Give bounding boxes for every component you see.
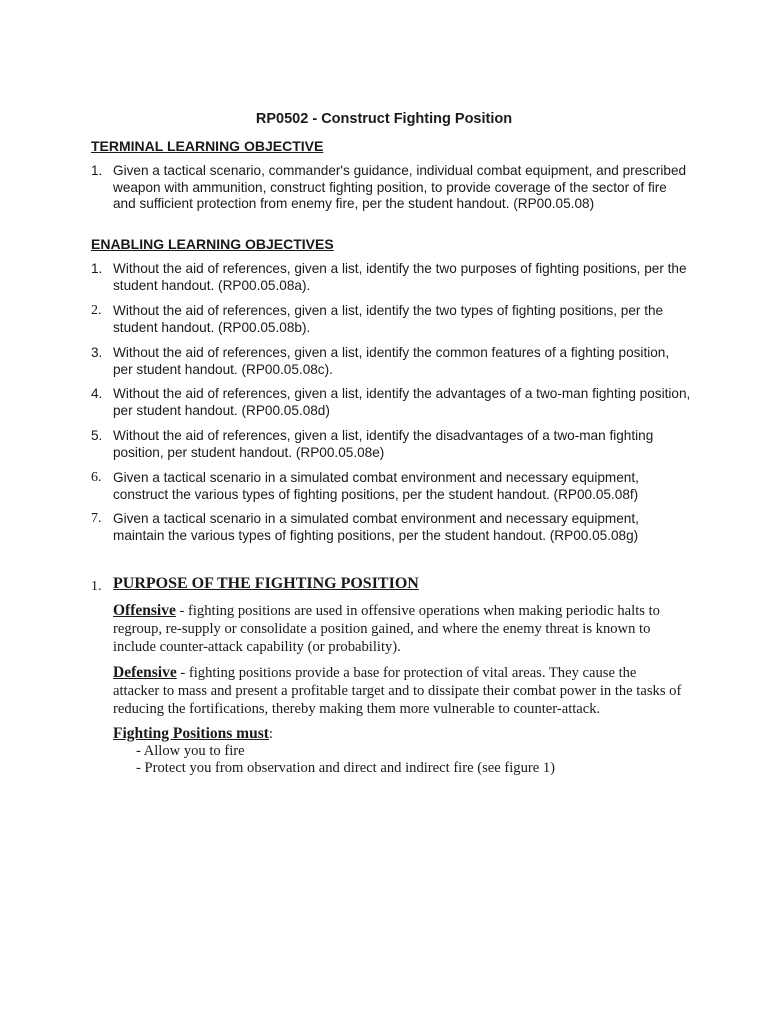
- objective-text: Without the aid of references, given a list, identify the common features of a fighting position, per student handout. (RP00.05.08c).: [113, 345, 670, 377]
- list-number: 1.: [91, 163, 103, 178]
- list-number: 3.: [91, 345, 103, 360]
- list-number: 5.: [91, 428, 103, 443]
- defensive-paragraph: [113, 664, 683, 718]
- enabling-objective-item: [91, 511, 691, 544]
- list-number: 6.: [91, 470, 102, 485]
- defensive-term: Defensive: [113, 664, 177, 681]
- list-number: 7.: [91, 511, 102, 526]
- terminal-objective-item: [91, 163, 691, 213]
- enabling-objective-item: [91, 345, 691, 378]
- section-number: 1.: [91, 579, 102, 594]
- enabling-objective-item: [91, 470, 691, 503]
- offensive-text: - fighting positions are used in offensive operations when making periodic halts to regroup, re-supply or consolidate a position gained, and where the enemy threat is known to include counter-attack capability (or probability).: [113, 603, 660, 655]
- objective-text: Without the aid of references, given a list, identify the advantages of a two-man fighting position, per student handout. (RP00.05.08d): [113, 386, 691, 418]
- must-suffix: :: [268, 726, 273, 742]
- list-item: - Allow you to fire: [136, 743, 245, 759]
- objective-text: Given a tactical scenario in a simulated combat environment and necessary equipment, construct the various types of fighting positions, per the student handout. (RP00.05.08f): [113, 470, 639, 502]
- list-item: - Protect you from observation and direct and indirect fire (see figure 1): [136, 760, 556, 776]
- objective-text: Without the aid of references, given a list, identify the two purposes of fighting positions, per the student handout. (RP00.05.08a).: [113, 261, 687, 293]
- list-number: 4.: [91, 386, 103, 401]
- objective-text: Given a tactical scenario, commander's guidance, individual combat equipment, and prescribed weapon with ammunition, construct fighting position, to provide coverage of the sector of fire and sufficient protection from enemy fire, per the student handout. (RP00.05.08): [113, 163, 687, 211]
- list-number: 1.: [91, 261, 103, 276]
- enabling-objective-item: [91, 261, 691, 294]
- defensive-text: - fighting positions provide a base for protection of vital areas. They cause the attacker to mass and present a profitable target and to dissipate their combat power in the tasks of reducing the fortifications, thereby making them more vulnerable to counter-attack.: [113, 665, 682, 717]
- enabling-objective-item: [91, 428, 691, 461]
- must-term: Fighting Positions must: [113, 725, 269, 742]
- objective-text: Given a tactical scenario in a simulated combat environment and necessary equipment, maintain the various types of fighting positions, per the student handout. (RP00.05.08g): [113, 511, 639, 543]
- enabling-objective-item: [91, 303, 691, 336]
- enabling-objective-item: [91, 386, 691, 419]
- must-list: [136, 743, 555, 777]
- offensive-paragraph: [113, 602, 683, 656]
- document-title: RP0502 - Construct Fighting Position: [255, 111, 513, 127]
- objective-text: Without the aid of references, given a list, identify the disadvantages of a two-man fighting position, per student handout. (RP00.05.08e): [113, 428, 654, 460]
- list-number: 2.: [91, 303, 102, 318]
- offensive-term: Offensive: [113, 602, 176, 619]
- enabling-objectives-heading: ENABLING LEARNING OBJECTIVES: [91, 236, 334, 252]
- terminal-objective-heading: TERMINAL LEARNING OBJECTIVE: [91, 138, 324, 154]
- purpose-section-heading: PURPOSE OF THE FIGHTING POSITION: [113, 575, 419, 592]
- objective-text: Without the aid of references, given a list, identify the two types of fighting positions, per the student handout. (RP00.05.08b).: [113, 303, 664, 335]
- fighting-positions-must-label: [113, 725, 683, 743]
